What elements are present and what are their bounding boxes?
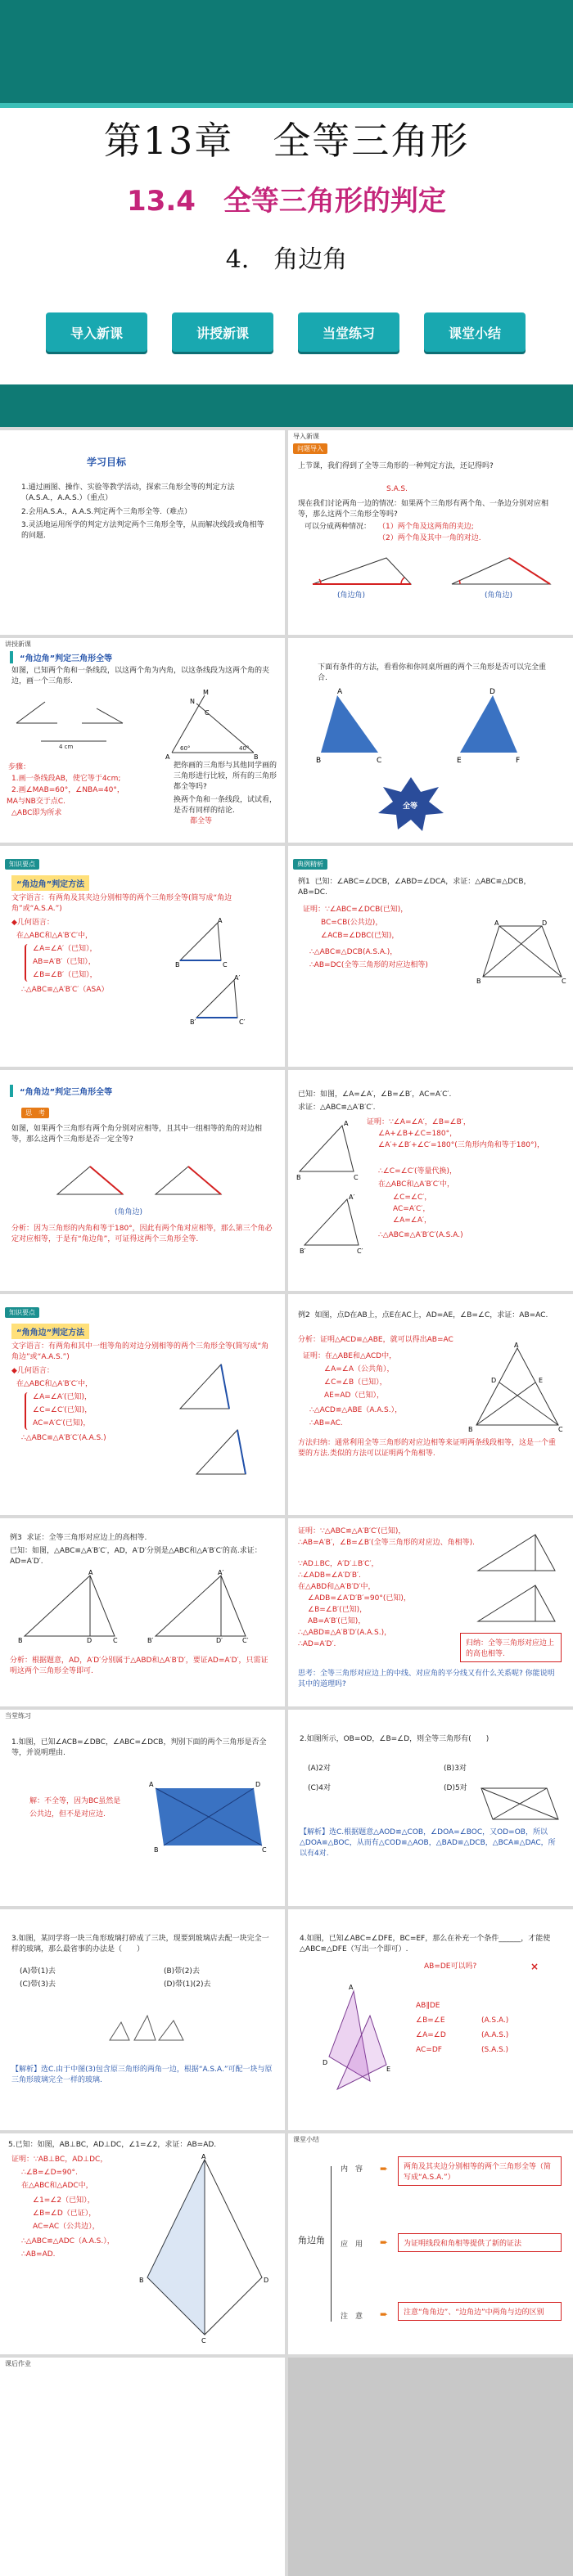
practice-q5: 5.已知：如图，AB⊥BC，AD⊥DC，∠1=∠2，求证：AB=AD. — [8, 2141, 217, 2149]
aas-proof-tri-2 — [305, 1199, 359, 1245]
p2-option-c[interactable]: (C)4对 — [308, 1784, 332, 1792]
aas-step-9: ∴△ABC≌△A′B′C′(A.S.A.) — [378, 1231, 463, 1239]
practice-q2: 2.如图所示，OB=OD，∠B=∠D，则全等三角形有( ) — [300, 1735, 490, 1743]
chapter-title: 第13章 全等三角形 — [103, 119, 470, 163]
aas-heading: “角角边”判定三角形全等 — [10, 1085, 112, 1097]
point-label-a: A — [165, 753, 170, 761]
ex3-label-c2: C′ — [242, 1637, 249, 1644]
aas-step-5: 在△ABC和△A′B′C′中， — [378, 1180, 455, 1189]
ex3-proof-1: 证明：∵△ABC≌△A′B′C′(已知)， — [298, 1527, 406, 1535]
intro-slide — [288, 430, 573, 635]
ex3p-tri-1 — [478, 1535, 555, 1571]
example3-slide — [0, 1518, 285, 1706]
asa-geo-2: ∠A=∠A′（已知）， — [33, 945, 97, 953]
aas-method-slide — [0, 1294, 285, 1515]
angle-60-line-b — [16, 702, 45, 723]
p4-reason-4: (S.A.S.) — [481, 2046, 509, 2054]
cover-top-band — [0, 0, 573, 103]
vertex-e-right: E — [457, 757, 462, 765]
ex1-outline — [483, 926, 562, 977]
asa-label-a: A — [218, 917, 223, 924]
vertex-f-right: F — [516, 757, 521, 765]
glass-pieces — [102, 1999, 192, 2048]
example1-proof-5: ∴AB=DC(全等三角形的对应边相等) — [309, 961, 428, 969]
aas-tri-2 — [156, 1167, 221, 1194]
arrow-2: ➨ — [380, 2237, 389, 2248]
practice4-figure — [321, 1983, 403, 2097]
aas-side-1 — [90, 1167, 123, 1194]
summary-center: 角边角 — [298, 2235, 325, 2246]
aas-step-1: 证明：∵∠A=∠A′，∠B=∠B′， — [367, 1118, 471, 1126]
p4-option-1: AB∥DE — [416, 2002, 440, 2010]
example2-proof-2: ∠A=∠A（公共角）， — [324, 1365, 395, 1373]
practice3-slide — [0, 1909, 285, 2130]
asa-geo-3: AB=A′B′（已知）， — [33, 958, 96, 966]
asa-heading: “角边角”判定方法 — [11, 875, 89, 891]
goal-2: 2.会用A.S.A.，A.A.S.判定两个三角形全等.（难点） — [21, 508, 192, 516]
aas-prove: 求证：△ABC≌△A′B′C′. — [298, 1104, 376, 1112]
blue-triangle-2 — [460, 695, 517, 753]
ex3p-tri-2 — [478, 1585, 555, 1621]
aas-method-text: 文字语言：有两角和其中一组等角的对边分别相等的两个三角形全等(简写成“角角边”或“A.A.S.”) — [11, 1342, 269, 1362]
ex3-proof-8: AB=A′B′(已知)， — [308, 1617, 366, 1625]
aas-intro-slide — [0, 1070, 285, 1291]
p3-option-d[interactable]: (D)带(1)(2)去 — [164, 1980, 211, 1989]
practice5-slide — [0, 2133, 285, 2354]
ex3-proof-figures — [473, 1531, 563, 1626]
p1-label-a: A — [149, 1781, 154, 1788]
ex3-tri-2 — [156, 1576, 246, 1636]
aas-proof-label-c: C — [354, 1174, 359, 1181]
example2-proof-4: AE=AD（已知）， — [324, 1391, 384, 1400]
practice1-slide — [0, 1710, 285, 1906]
p5-left-half — [147, 2160, 205, 2335]
point-label-n: N — [190, 698, 195, 705]
section-label: 课后作业 — [5, 2360, 31, 2367]
overlap-text: 下面有条件的方法，看看你和你同桌所画的两个三角形是否可以完全重合. — [318, 663, 547, 683]
ex3-proof-6: ∠ADB=∠A′D′B′=90°(已知)， — [308, 1594, 411, 1603]
aas-brace — [25, 1392, 29, 1430]
segment-label: 4 cm — [59, 744, 74, 750]
summary-branch-line — [331, 2166, 339, 2322]
summary-box-note: 注意“角角边”、“边角边”中两角与边的区别 — [398, 2302, 562, 2321]
p3-option-a[interactable]: (A)带(1)去 — [20, 1967, 56, 1976]
example1-figure — [475, 919, 570, 985]
explore-heading: “角边角”判定三角形全等 — [10, 651, 112, 663]
p4-cross: × — [530, 1961, 539, 1972]
goal-3: 3.灵活地运用所学的判定方法判定两个三角形全等，从而解决线段或角相等的问题. — [21, 521, 264, 541]
ex2-label-d: D — [491, 1377, 497, 1384]
example2-slide — [288, 1294, 573, 1515]
aas-proof-figures — [296, 1122, 370, 1261]
asa-figures — [172, 919, 278, 1026]
case-2: （2）两个角及其中一角的对边. — [378, 534, 481, 542]
practice2-slide — [288, 1710, 573, 1906]
example1-slide — [288, 846, 573, 1067]
think-tag: 思 考 — [21, 1108, 49, 1118]
p4-option-4: AC=DF — [416, 2046, 442, 2054]
p4-option-2: ∠B=∠E — [416, 2016, 445, 2025]
intro-triangle-2 — [452, 558, 550, 584]
ex3-label-b2: B′ — [147, 1637, 154, 1644]
glass-piece-1 — [110, 2022, 129, 2040]
ex3-label-d: D — [87, 1637, 92, 1644]
explore-text: 如图，已知两个角和一条线段，以这两个角为内角，以这条线段为这两个角的夹边，画一个三角形. — [11, 667, 270, 686]
aas-geo-title: ◆几何语言： — [11, 1367, 54, 1375]
section-title: 13.4 全等三角形的判定 — [127, 185, 446, 218]
aas-method-side-1 — [221, 1364, 229, 1409]
case-1: （1）两个角及这两角的夹边; — [378, 523, 474, 531]
p5-label-d: D — [264, 2277, 269, 2284]
summary-box-usage: 为证明线段和角相等提供了新的证法 — [398, 2233, 562, 2252]
ex1-diag-2 — [499, 926, 562, 977]
answer-note: 都全等 — [190, 817, 213, 825]
sub-title: 4. 角边角 — [225, 245, 348, 274]
p2-option-d[interactable]: (D)5对 — [444, 1784, 467, 1792]
p3-option-b[interactable]: (B)带(2)去 — [164, 1967, 200, 1976]
label-asa: (角边角) — [337, 591, 366, 600]
asa-geo-5: ∴△ABC≌△A′B′C′（ASA） — [21, 986, 109, 994]
p3-explanation: 【解析】选C.由于中图(3)包含原三角形的两角一边，根据“A.S.A.”可配一块与原三角形玻璃完全一样的玻璃. — [11, 2066, 273, 2085]
goals-title: 学习目标 — [86, 456, 126, 468]
nav-button-teach[interactable]: 讲授新课 — [172, 312, 273, 352]
aas-method-side-2 — [237, 1430, 246, 1474]
example2-question: 例2 如图，点D在AB上，点E在AC上，AD=AE，∠B=∠C，求证：AB=AC. — [298, 1311, 548, 1319]
overlap-figure — [305, 688, 558, 834]
example3-question: 例3 求证：全等三角形对应边上的高相等. — [10, 1534, 147, 1542]
summary-box-content: 两角及其夹边分别相等的两个三角形全等（简写成“A.S.A.”） — [398, 2156, 562, 2186]
ex3-proof-5: 在△ABD和△A′B′D′中， — [298, 1583, 376, 1591]
cover-top-stripe — [0, 103, 573, 108]
p5-proof-6: AC=AC（公共边）， — [33, 2223, 100, 2231]
section-label: 导入新课 — [293, 433, 319, 440]
overlap-label: 全等 — [403, 802, 418, 811]
aas-proof-slide — [288, 1070, 573, 1291]
ex1-diag-1 — [483, 926, 542, 977]
example2-proof-6: ∴AB=AC. — [309, 1419, 343, 1427]
arrow-1: ➨ — [380, 2163, 389, 2174]
p5-proof-8: ∴AB=AD. — [21, 2250, 56, 2259]
aas-intro-figures — [49, 1162, 237, 1203]
aas-geo-5: ∴△ABC≌△A′B′C′(A.A.S.) — [21, 1434, 106, 1442]
nav-button-practice[interactable]: 当堂练习 — [298, 312, 399, 352]
step-3: △ABC即为所求 — [11, 809, 62, 817]
aas-question: 如图，如果两个三角形有两个角分别对应相等，且其中一组相等的角的对边相等，那么这两个三角形是否一定全等? — [11, 1125, 263, 1144]
knowledge-tag: 知识要点 — [5, 859, 39, 870]
angle-40-label: 40° — [239, 745, 250, 752]
p5-label-b: B — [139, 2277, 144, 2284]
aas-proof-label-b: B — [296, 1174, 301, 1181]
practice5-figure — [139, 2155, 270, 2343]
example2-analysis: 分析：证明△ACD≌△ABE，就可以得出AB=AC — [298, 1336, 453, 1344]
explore-materials — [8, 690, 131, 748]
p5-proof-7: ∴△ABC≌△ADC（A.A.S.）， — [21, 2237, 115, 2246]
aas-geo-1: 在△ABC和△A′B′C′中， — [16, 1380, 93, 1388]
aas-proof-label-a: A — [344, 1120, 349, 1127]
ex3-proof-4: ∴∠ADB=∠A′D′B′. — [298, 1571, 361, 1580]
p2-option-b[interactable]: (B)3对 — [444, 1765, 467, 1773]
ex1-label-d: D — [542, 919, 548, 927]
ex3-proof-2: ∴AB=A′B′，∠B=∠B′(全等三角形的对应边、角相等). — [298, 1539, 475, 1547]
asa-label-c2: C′ — [239, 1018, 246, 1026]
example2-figure — [468, 1343, 566, 1433]
p4-reason-3: (A.A.S.) — [481, 2031, 509, 2039]
vertex-b-left: B — [316, 757, 322, 765]
problem-tag: 问题导入 — [293, 443, 327, 454]
p5-proof-3: 在△ABC和△ADC中， — [21, 2182, 93, 2190]
angle-60-label: 60° — [180, 745, 191, 752]
p5-proof-5: ∠B=∠D（已证）， — [33, 2210, 97, 2218]
intro-triangle-1 — [313, 558, 411, 584]
aas-proof-label-c2: C′ — [357, 1248, 363, 1255]
practice-a1-line1: 解：不全等，因为BC虽然是 — [29, 1797, 121, 1805]
aas-given: 已知：如图，∠A=∠A′，∠B=∠B′，AC=A′C′. — [298, 1090, 452, 1099]
homework-slide — [0, 2358, 285, 2576]
example3-analysis: 分析：根据题意，AD，A′D′分别属于△ABD和△A′B′D′，要证AD=A′D′，只需证明这两个三角形全等即可. — [10, 1657, 268, 1676]
example3-figures — [16, 1571, 262, 1644]
ex3-summary-box: 归纳：全等三角形对应边上的高也相等. — [460, 1633, 562, 1662]
ex3-proof-7: ∠B=∠B′(已知)， — [308, 1606, 368, 1614]
asa-triangle-2 — [196, 980, 237, 1018]
aas-method-figures — [172, 1360, 278, 1482]
practice-q1: 1.如图，已知∠ACB=∠DBC，∠ABC=∠DCB，判别下面的两个三角形是否全等，并说明理由. — [11, 1738, 267, 1758]
ex2-outline — [476, 1348, 558, 1425]
p5-proof-2: ∴∠B=∠D=90°. — [21, 2169, 78, 2177]
arrow-3: ➨ — [380, 2309, 389, 2320]
aas-label: (角角边) — [115, 1208, 143, 1216]
ex2-line-cd — [499, 1382, 558, 1425]
compare-note: 把你画的三角形与其他同学画的三角形进行比较，所有的三角形都全等吗? — [174, 762, 277, 792]
practice-q3: 3.如图，某同学将一块三角形玻璃打碎成了三块，现要到玻璃店去配一块完全一样的玻璃，那么最省事的办法是（ ） — [11, 1935, 269, 1954]
ex2-label-e: E — [539, 1377, 544, 1384]
practice-a1-line2: 公共边，但不是对应边. — [29, 1810, 106, 1818]
summary-slide — [288, 2133, 573, 2354]
example2-method — [298, 1438, 560, 1459]
intro-angle-mark-2 — [401, 578, 404, 584]
cases-intro: 可以分成两种情况： — [305, 523, 372, 531]
vertex-c-left: C — [377, 757, 382, 765]
intro-figures — [296, 553, 566, 627]
aas-analysis: 分析：因为三角形的内角和等于180°，因此有两个角对应相等，那么第三个角必定对应相等，于是有“角边角”，可证得这两个三角形全等. — [11, 1225, 273, 1244]
ex3-proof-10: ∴AD=A′D′. — [298, 1640, 336, 1648]
knowledge-tag: 知识要点 — [5, 1307, 39, 1318]
section-label: 当堂练习 — [5, 1712, 31, 1720]
asa-label-b: B — [175, 961, 180, 969]
cover-slide — [0, 0, 573, 427]
try-note: 换两个角和一条线段，试试看，是否有同样的结论. — [174, 796, 277, 816]
asa-geo-1: 在△ABC和△A′B′C′中， — [16, 932, 93, 940]
practice-a2 — [300, 1827, 562, 1859]
nav-button-intro[interactable]: 导入新课 — [46, 312, 147, 352]
practice-q4: 4.如图，已知∠ABC=∠DFE，BC=EF，那么在补充一个条件______，才能使△ABC≌△DFE（写出一个即可）. — [300, 1935, 551, 1954]
section-label: 课堂小结 — [293, 2136, 319, 2143]
asa-label-c: C — [223, 961, 228, 969]
step-1: 1.画一条线段AB，使它等于4cm; — [11, 775, 121, 783]
ex3-think: 思考：全等三角形对应边上的中线、对应角的平分线又有什么关系呢? 你能说明其中的道理吗? — [298, 1670, 555, 1689]
nav-button-summary[interactable]: 课堂小结 — [424, 312, 526, 352]
intro-angle-mark-3 — [459, 580, 460, 584]
p4-option-3: ∠A=∠D — [416, 2031, 446, 2039]
overlap-slide — [288, 638, 573, 843]
ex3-label-c: C — [113, 1637, 118, 1644]
goals-slide — [0, 430, 285, 635]
p4-label-a: A — [349, 1984, 354, 1991]
practice4-slide — [288, 1909, 573, 2130]
intro-text: 上节课，我们得到了全等三角形的一种判定方法，还记得吗? — [298, 462, 494, 470]
aas-proof-tri-1 — [300, 1126, 354, 1171]
glass-piece-2 — [134, 2016, 156, 2040]
ex3-proof-9: ∴△ABD≌△A′B′D′(A.A.S.)， — [298, 1629, 392, 1637]
vertex-a-left: A — [337, 688, 343, 696]
label-aas: (角角边) — [485, 591, 513, 600]
point-label-b: B — [254, 753, 259, 761]
p3-option-c[interactable]: (C)带(3)去 — [20, 1980, 56, 1989]
aas-side-2 — [188, 1167, 221, 1194]
practice-a3 — [11, 2065, 273, 2086]
example1-proof-2: BC=CB(公共边)， — [321, 919, 383, 927]
method-text: 方法归纳：通常利用全等三角形的对应边相等来证明两条线段相等，这是一个重要的方法.类似的方法可以证明两个角相等. — [298, 1439, 557, 1459]
asa-geo-title: ◆几何语言： — [11, 919, 54, 927]
section-label: 讲授新课 — [5, 641, 31, 648]
example2-proof-5: ∴△ACD≌△ABE（A.A.S.）， — [309, 1406, 403, 1414]
explore-slide — [0, 638, 285, 843]
p1-label-d: D — [255, 1781, 261, 1788]
ex2-label-b: B — [468, 1426, 473, 1433]
example2-proof-3: ∠C=∠B（已知）， — [324, 1378, 387, 1387]
aas-step-4: ∴∠C=∠C′(等量代换)， — [378, 1167, 458, 1176]
ex3-label-a2: A′ — [218, 1569, 224, 1576]
aas-geo-2: ∠A=∠A′(已知)， — [33, 1393, 92, 1401]
example1-question: 例1 已知：∠ABC=∠DCB，∠ABD=∠DCA，求证：△ABC≌△DCB，AB=DC. — [298, 878, 531, 897]
intro-question: 现在我们讨论两角一边的情况：如果两个三角形有两个角、一条边分别对应相等，那么这两个三角形全等吗? — [298, 500, 549, 519]
aas-step-3: ∠A′+∠B′+∠C′=180°(三角形内角和等于180°)， — [378, 1141, 544, 1149]
ex1-label-c: C — [562, 978, 566, 985]
p4-label-e: E — [386, 2066, 391, 2073]
asa-brace — [25, 944, 29, 982]
example3-proof-slide — [288, 1518, 573, 1706]
intro-side-mark-2 — [509, 558, 550, 584]
p5-label-a: A — [201, 2153, 206, 2160]
steps-title: 步骤： — [8, 763, 31, 771]
asa-triangle-1 — [180, 923, 221, 960]
example1-proof-4: ∴△ABC≌△DCB(A.S.A.)， — [309, 948, 398, 956]
glass-piece-3 — [159, 2021, 183, 2040]
aas-step-2: ∠A+∠B+∠C=180°， — [378, 1130, 458, 1138]
ex2-label-a: A — [514, 1342, 519, 1349]
aas-geo-4: AC=A′C′(已知)， — [33, 1419, 91, 1427]
p4-reason-2: (A.S.A.) — [481, 2016, 509, 2025]
summary-node-note: 注 意 — [341, 2313, 363, 2321]
ex2-label-c: C — [558, 1426, 563, 1433]
p2-option-a[interactable]: (A)2对 — [308, 1765, 331, 1773]
empty-slot — [288, 2358, 573, 2576]
aas-step-6: ∠C=∠C′， — [393, 1194, 432, 1202]
practice1-figure — [147, 1780, 270, 1854]
asa-geo-4: ∠B=∠B′（已知）， — [33, 971, 97, 979]
aas-proof-label-a2: A′ — [349, 1194, 355, 1201]
p5-proof-4: ∠1=∠2（已知）， — [33, 2196, 95, 2205]
asa-label-b2: B′ — [190, 1018, 196, 1026]
aas-proof-label-b2: B′ — [300, 1248, 306, 1255]
aas-method-heading: “角角边”判定方法 — [11, 1324, 89, 1339]
ex3-label-b: B — [18, 1637, 23, 1644]
aas-step-7: AC=A′C′， — [393, 1205, 431, 1213]
asa-text: 文字语言：有两角及其夹边分别相等的两个三角形全等(简写成“角边角”或“A.S.A.”) — [11, 894, 232, 914]
p5-label-c: C — [201, 2337, 206, 2344]
ex1-label-b: B — [476, 978, 481, 985]
step-2: 2.画∠MAB=60°，∠NBA=40°， — [11, 786, 124, 794]
point-label-c: C — [205, 709, 210, 717]
point-label-m: M — [203, 689, 209, 696]
ex3-label-d2: D′ — [216, 1637, 223, 1644]
p1-label-b: B — [154, 1846, 159, 1854]
goal-1: 1.通过画图、操作、实验等教学活动，探索三角形全等的判定方法（A.S.A.，A.A.S.）（重点） — [21, 483, 235, 503]
ex3-tri-1 — [25, 1576, 115, 1636]
example3-given: 已知：如图，△ABC≌△A′B′C′，AD，A′D′分别是△ABC和△A′B′C′的高.求证：AD=A′D′. — [10, 1547, 262, 1567]
blue-triangle-1 — [321, 695, 378, 753]
angle-40-line-b — [97, 708, 123, 723]
ex2-line-be — [476, 1382, 535, 1425]
ex3-proof-3: ∵AD⊥BC，A′D′⊥B′C′， — [298, 1560, 379, 1568]
ex3-label-a: A — [88, 1569, 93, 1576]
summary-node-content: 内 容 — [341, 2165, 363, 2174]
p1-label-c: C — [262, 1846, 267, 1854]
aas-geo-3: ∠C=∠C′(已知)， — [33, 1406, 92, 1414]
p2-explanation: 【解析】选C.根据题意△AOD≌△COB，∠DOA=∠BOC，又OD=OB，所以△DOA≌△BOC，从而有△COD≌△AOB，△BAD≌△DCB，△BCA≌△DAC，所以有4对. — [300, 1828, 556, 1859]
p4-question: AB=DE可以吗? — [424, 1962, 477, 1971]
p4-label-d: D — [323, 2059, 328, 2066]
cover-bottom-band — [0, 384, 573, 427]
asa-slide — [0, 846, 285, 1067]
vertex-d-right: D — [490, 688, 495, 696]
asa-label-a2: A′ — [234, 974, 241, 982]
summary-node-usage: 应 用 — [341, 2241, 363, 2249]
step-2b: MA与NB交于点C. — [7, 798, 65, 806]
aas-step-8: ∠A=∠A′， — [393, 1216, 432, 1225]
aas-tri-1 — [57, 1167, 123, 1194]
practice2-figure — [476, 1783, 566, 1824]
example2-proof-1: 证明：在△ABE和△ACD中， — [303, 1352, 397, 1360]
sas-answer: S.A.S. — [386, 485, 408, 493]
example1-proof-1: 证明：∵∠ABC=∠DCB(已知)， — [303, 906, 408, 914]
p2-diag-2 — [481, 1788, 558, 1819]
p5-proof-1: 证明：∵AB⊥BC，AD⊥DC， — [11, 2156, 108, 2164]
example-tag: 典例精析 — [293, 859, 327, 870]
ex1-label-a: A — [494, 919, 499, 927]
example1-proof-3: ∠ACB=∠DBC(已知)， — [321, 932, 399, 940]
